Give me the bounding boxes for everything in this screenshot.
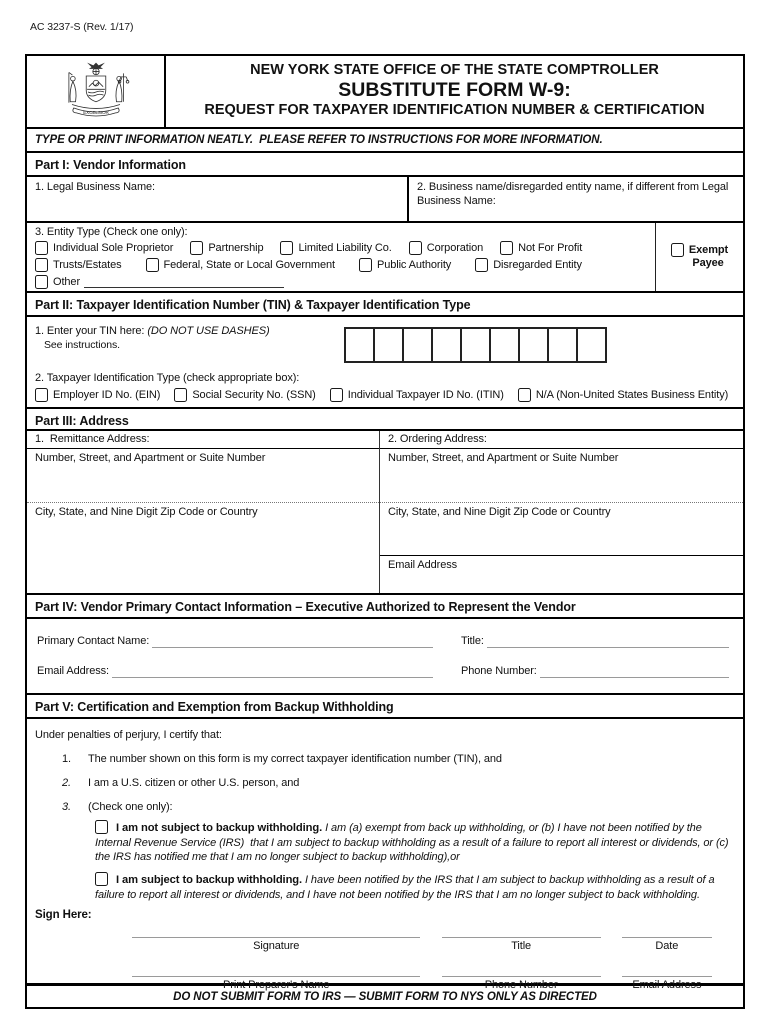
tin-box-3[interactable]: [402, 327, 433, 363]
signature-label: Signature: [253, 940, 300, 953]
part2-body: [27, 315, 743, 407]
checkbox-itin[interactable]: [330, 388, 343, 402]
item-number: 3.: [62, 801, 71, 813]
primary-contact-name-input-line[interactable]: [152, 636, 433, 648]
checkbox-not-subject-backup-withholding[interactable]: [95, 820, 108, 834]
primary-contact-name-label: Primary Contact Name:: [37, 635, 150, 647]
tin-box-1[interactable]: [344, 327, 375, 363]
part4-heading: Part IV: Vendor Primary Contact Information – Executive Authorized to Represent the Vendor: [27, 593, 743, 617]
title-input-line[interactable]: [442, 937, 601, 938]
tin-type-option-label: Social Security No. (SSN): [192, 389, 316, 401]
entity-option-label: Federal, State or Local Government: [163, 259, 335, 271]
entity-option-other-row: [35, 275, 655, 289]
remittance-address-heading: 1. Remittance Address:: [27, 431, 379, 449]
business-name-field[interactable]: [409, 177, 743, 221]
see-instructions-note: See instructions.: [44, 339, 120, 351]
option-detail: I am (a) exempt from back up withholding, or (b) I have not been notified by the Internal Revenue Service (IRS) that I am subject to backup withholding as a result of a failure to report all interest or dividends, or (c) the IRS has notified me that I am no longer subject to backup withholding),or: [95, 822, 729, 864]
part5-body: [27, 717, 743, 992]
form-subtitle: REQUEST FOR TAXPAYER IDENTIFICATION NUMBER & CERTIFICATION: [204, 102, 705, 118]
certification-item-3: [35, 801, 733, 813]
contact-phone-label: Phone Number:: [461, 665, 537, 677]
subject-backup-withholding-option: [95, 872, 729, 902]
checkbox-exempt-payee[interactable]: [671, 243, 684, 257]
form-number: AC 3237-S (Rev. 1/17): [30, 21, 134, 33]
contact-title-input-line[interactable]: [487, 636, 729, 648]
checkbox-partnership[interactable]: [190, 241, 203, 255]
part5-heading: Part V: Certification and Exemption from Backup Withholding: [27, 693, 743, 717]
part4-body: [27, 617, 743, 693]
signature-row-2: [35, 976, 733, 991]
remittance-street-field[interactable]: [27, 449, 379, 503]
preparer-name-input-line[interactable]: [132, 976, 420, 977]
checkbox-limited-liability-co[interactable]: [280, 241, 293, 255]
signature-input-line[interactable]: [132, 937, 420, 938]
entity-options-row-1: [35, 241, 655, 255]
entity-option-label: Corporation: [426, 242, 484, 254]
legal-business-name-label: 1. Legal Business Name:: [35, 181, 155, 193]
tin-box-7[interactable]: [518, 327, 549, 363]
other-entity-input-line[interactable]: [84, 277, 284, 288]
title-block: [166, 56, 743, 127]
checkbox-federal-state-local-government[interactable]: [146, 258, 159, 272]
phone-number-label: Phone Number: [484, 979, 558, 992]
signature-row-1: [35, 937, 733, 952]
preparer-name-label: Print Preparer's Name: [223, 979, 330, 992]
part2-heading: Part II: Taxpayer Identification Number (TIN) & Taxpayer Identification Type: [27, 291, 743, 315]
tin-label: 1. Enter your TIN here:: [35, 325, 145, 337]
contact-title-label: Title:: [461, 635, 484, 647]
street-label: Number, Street, and Apartment or Suite Number: [35, 452, 266, 464]
option-lead: I am not subject to backup withholding.: [115, 822, 323, 834]
checkbox-other[interactable]: [35, 275, 48, 289]
exempt-payee-label: Exempt: [688, 244, 729, 256]
ordering-street-field[interactable]: [380, 449, 743, 503]
entity-option-label: Trusts/Estates: [53, 259, 122, 271]
tin-box-4[interactable]: [431, 327, 462, 363]
street-label: Number, Street, and Apartment or Suite Number: [388, 452, 619, 464]
part3-address-grid: [27, 429, 743, 593]
entity-type-cell: [27, 223, 656, 291]
entity-option-label: Disregarded Entity: [493, 259, 582, 271]
part1-entity-row: [27, 221, 743, 291]
email-label: Email Address: [388, 559, 458, 571]
entity-options-row-2: [35, 258, 655, 272]
city-label: City, State, and Nine Digit Zip Code or Country: [35, 506, 258, 518]
entity-option-label: Other: [53, 276, 81, 288]
item-text: The number shown on this form is my correct taxpayer identification number (TIN), and: [88, 753, 502, 765]
entity-type-label: 3. Entity Type (Check one only):: [35, 226, 188, 238]
date-label: Date: [655, 940, 679, 953]
tin-type-options: [35, 388, 743, 402]
checkbox-disregarded-entity[interactable]: [475, 258, 488, 272]
entity-option-label: Limited Liability Co.: [298, 242, 392, 254]
instructions-banner: TYPE OR PRINT INFORMATION NEATLY. PLEASE REFER TO INSTRUCTIONS FOR MORE INFORMATION.: [27, 127, 743, 151]
option-detail: I have been notified by the IRS that I am subject to backup withholding as a result of a failure to report all interest or dividends, and I have not been notified by the IRS that I am no longer subject to back withholding.: [95, 873, 715, 901]
certification-item-2: [35, 777, 733, 789]
item-number: 1.: [62, 753, 71, 765]
contact-email-label: Email Address:: [37, 665, 109, 677]
seal-cell: [27, 56, 166, 127]
part3-heading: Part III: Address: [27, 407, 743, 429]
ordering-email-field[interactable]: [380, 555, 743, 593]
entity-option-label: Not For Profit: [518, 242, 583, 254]
not-subject-backup-withholding-option: [95, 820, 729, 865]
remittance-address-column: [27, 431, 379, 593]
title-label: Title: [511, 940, 532, 953]
tin-type-option-label: Individual Taxpayer ID No. (ITIN): [347, 389, 504, 401]
checkbox-trusts-estates[interactable]: [35, 258, 48, 272]
phone-number-input-line[interactable]: [442, 976, 601, 977]
checkbox-na-non-us-entity[interactable]: [518, 388, 531, 402]
checkbox-subject-backup-withholding[interactable]: [95, 872, 108, 886]
form-title: SUBSTITUTE FORM W-9:: [338, 79, 571, 101]
item-text: (Check one only):: [88, 801, 173, 813]
email-address-label: Email Address: [632, 979, 702, 992]
entity-option-label: Partnership: [208, 242, 264, 254]
legal-business-name-field[interactable]: [27, 177, 409, 221]
checkbox-individual-sole-proprietor[interactable]: [35, 241, 48, 255]
seal-motto: EXCELSIOR: [82, 109, 109, 115]
checkbox-ssn[interactable]: [174, 388, 187, 402]
contact-phone-input-line[interactable]: [540, 666, 729, 678]
exempt-payee-cell: [656, 223, 743, 291]
date-input-line[interactable]: [622, 937, 712, 938]
exempt-payee-label-2: Payee: [692, 257, 724, 269]
checkbox-corporation[interactable]: [409, 241, 422, 255]
part1-heading: Part I: Vendor Information: [27, 151, 743, 175]
checkbox-not-for-profit[interactable]: [500, 241, 513, 255]
do-not-submit-banner: DO NOT SUBMIT FORM TO IRS — SUBMIT FORM TO NYS ONLY AS DIRECTED: [27, 983, 743, 1007]
tin-type-label: 2. Taxpayer Identification Type (check appropriate box):: [35, 372, 300, 384]
email-address-input-line[interactable]: [622, 976, 712, 977]
checkbox-public-authority[interactable]: [359, 258, 372, 272]
agency-name: NEW YORK STATE OFFICE OF THE STATE COMPTROLLER: [250, 62, 659, 78]
substitute-w9-form: [25, 54, 745, 1009]
city-label: City, State, and Nine Digit Zip Code or Country: [388, 506, 611, 518]
form-header: [27, 56, 743, 127]
tin-type-option-label: N/A (Non-United States Business Entity): [535, 389, 729, 401]
entity-option-label: Public Authority: [376, 259, 452, 271]
tin-type-option-label: Employer ID No. (EIN): [53, 389, 161, 401]
sign-here-label: Sign Here:: [35, 909, 92, 922]
tin-box-8[interactable]: [547, 327, 578, 363]
ordering-address-heading: 2. Ordering Address:: [380, 431, 743, 449]
certification-intro: Under penalties of perjury, I certify that:: [35, 729, 222, 741]
tin-box-9[interactable]: [576, 327, 607, 363]
tin-boxes[interactable]: [344, 327, 607, 363]
item-number: 2.: [62, 777, 71, 789]
tin-box-6[interactable]: [489, 327, 520, 363]
option-lead: I am subject to backup withholding.: [115, 873, 303, 886]
business-name-label: 2. Business name/disregarded entity name, if different from Legal Business Name:: [417, 181, 729, 207]
entity-option-label: Individual Sole Proprietor: [53, 242, 174, 254]
checkbox-ein[interactable]: [35, 388, 48, 402]
item-text: I am a U.S. citizen or other U.S. person, and: [88, 777, 300, 789]
ordering-city-field[interactable]: [380, 503, 743, 555]
ordering-address-column: [379, 431, 743, 593]
tin-label-block: [35, 325, 332, 363]
tin-no-dashes-note: (DO NOT USE DASHES): [147, 325, 270, 337]
contact-email-input-line[interactable]: [112, 666, 433, 678]
nys-coat-of-arms-icon: [47, 60, 145, 124]
remittance-city-field[interactable]: [27, 503, 379, 593]
certification-item-1: [35, 753, 733, 765]
tin-box-5[interactable]: [460, 327, 491, 363]
tin-box-2[interactable]: [373, 327, 404, 363]
part1-name-row: [27, 175, 743, 221]
